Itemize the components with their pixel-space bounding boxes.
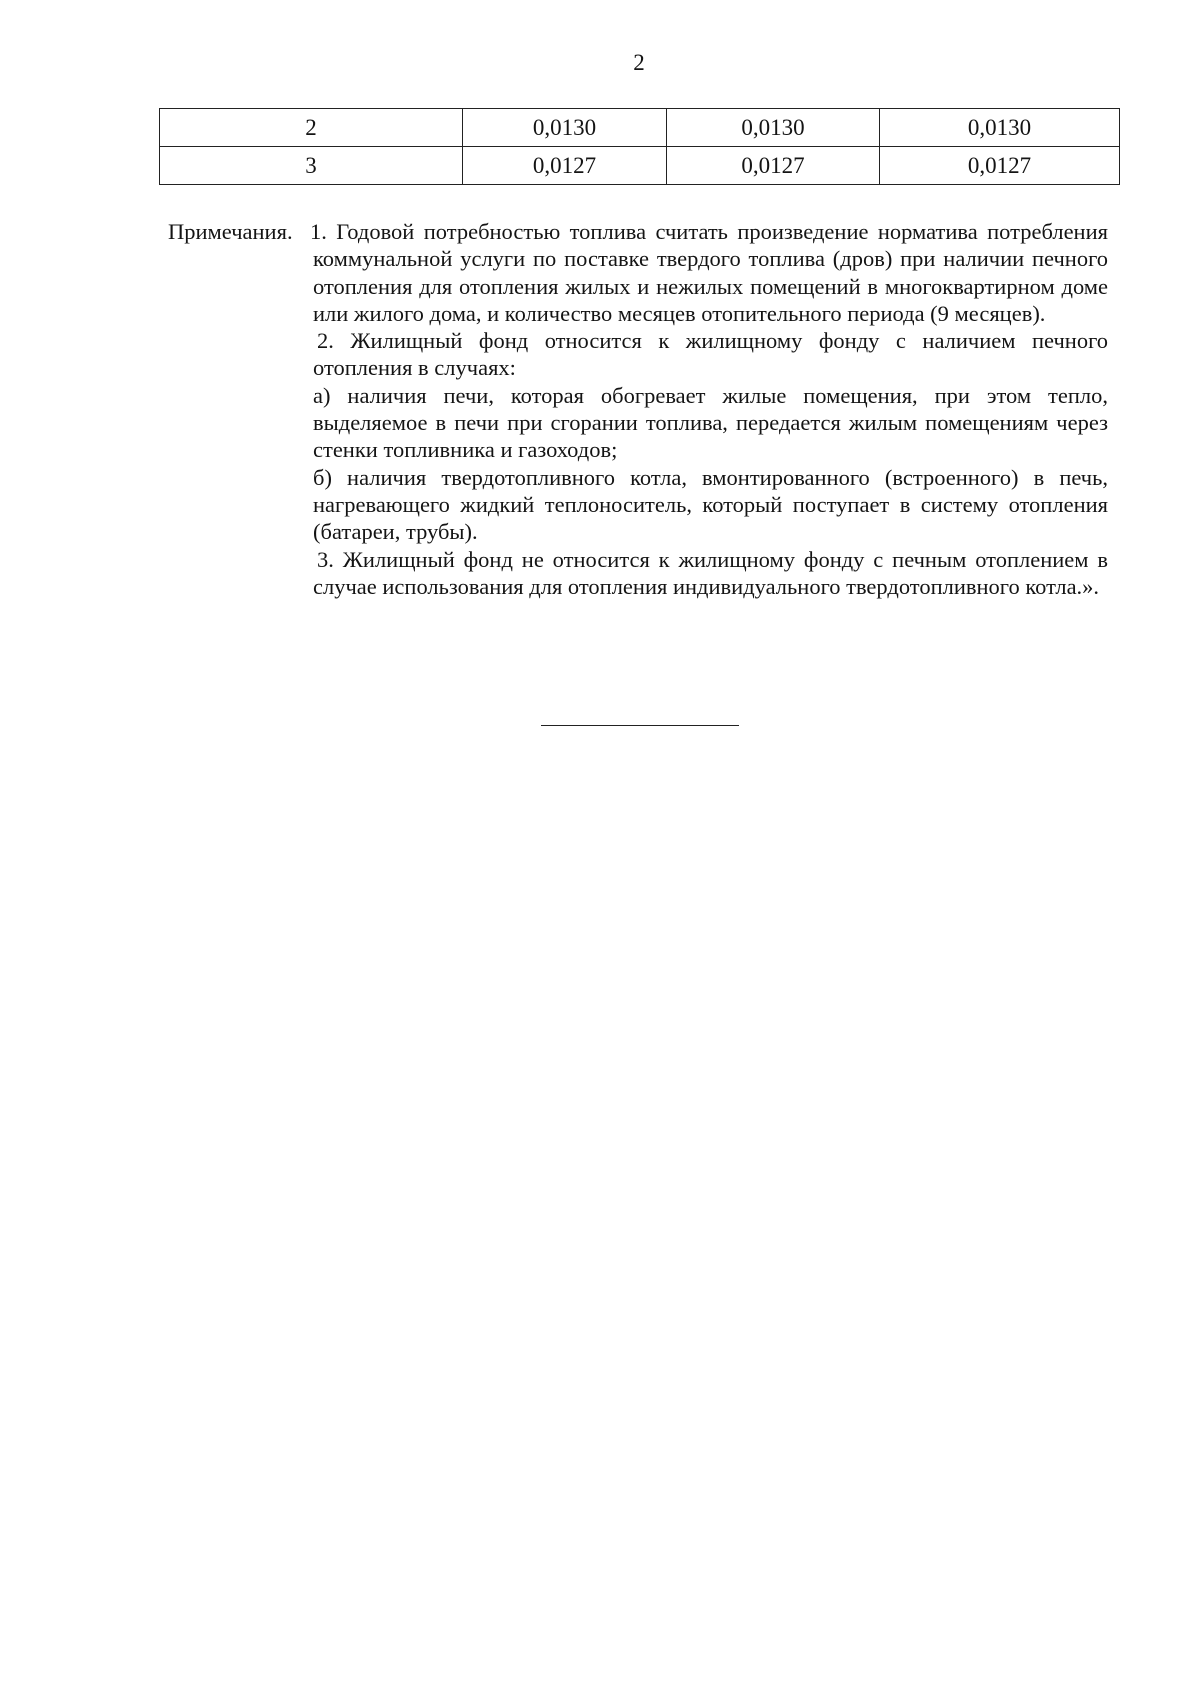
- table-cell-value: 0,0130: [463, 109, 667, 147]
- note-item-2a: а) наличия печи, которая обогревает жилые помещения, при этом тепло, выделяемое в печи при сгорании топлива, передается жилым помещениям через стенки топливника и газоходов;: [313, 382, 1108, 463]
- table-row: [160, 147, 1120, 185]
- note-item-2b: б) наличия твердотопливного котла, вмонтированного (встроенного) в печь, нагревающего жидкий теплоноситель, который поступает в систему отопления (батареи, трубы).: [313, 464, 1108, 545]
- page-number: 2: [633, 50, 645, 75]
- table-cell-value: 0,0127: [667, 147, 880, 185]
- norms-table: [159, 108, 1120, 185]
- table-cell-value: 0,0130: [667, 109, 880, 147]
- table-cell-group: 2: [160, 109, 463, 147]
- table-cell-group: 3: [160, 147, 463, 185]
- table-cell-value: 0,0127: [463, 147, 667, 185]
- table-cell-value: 0,0127: [880, 147, 1120, 185]
- table-cell-value: 0,0130: [880, 109, 1120, 147]
- note-item-1: 1. Годовой потребностью топлива считать произведение норматива потребления коммунальной услуги по поставке твердого топлива (дров) при наличии печного отопления для отопления жилых и нежилых помещений в многоквартирном доме или жилого дома, и количество месяцев отопительного периода (9 месяцев).: [310, 219, 1108, 326]
- notes-label: Примечания.: [168, 219, 293, 244]
- note-item-3: 3. Жилищный фонд не относится к жилищному фонду с печным отоплением в случае использования для отопления индивидуального твердотопливного котла.».: [313, 546, 1108, 599]
- note-item-2: 2. Жилищный фонд относится к жилищному фонду с наличием печного отопления в случаях:: [313, 328, 1108, 381]
- end-divider: [541, 725, 739, 726]
- table-row: [160, 109, 1120, 147]
- notes-body: [310, 218, 1108, 600]
